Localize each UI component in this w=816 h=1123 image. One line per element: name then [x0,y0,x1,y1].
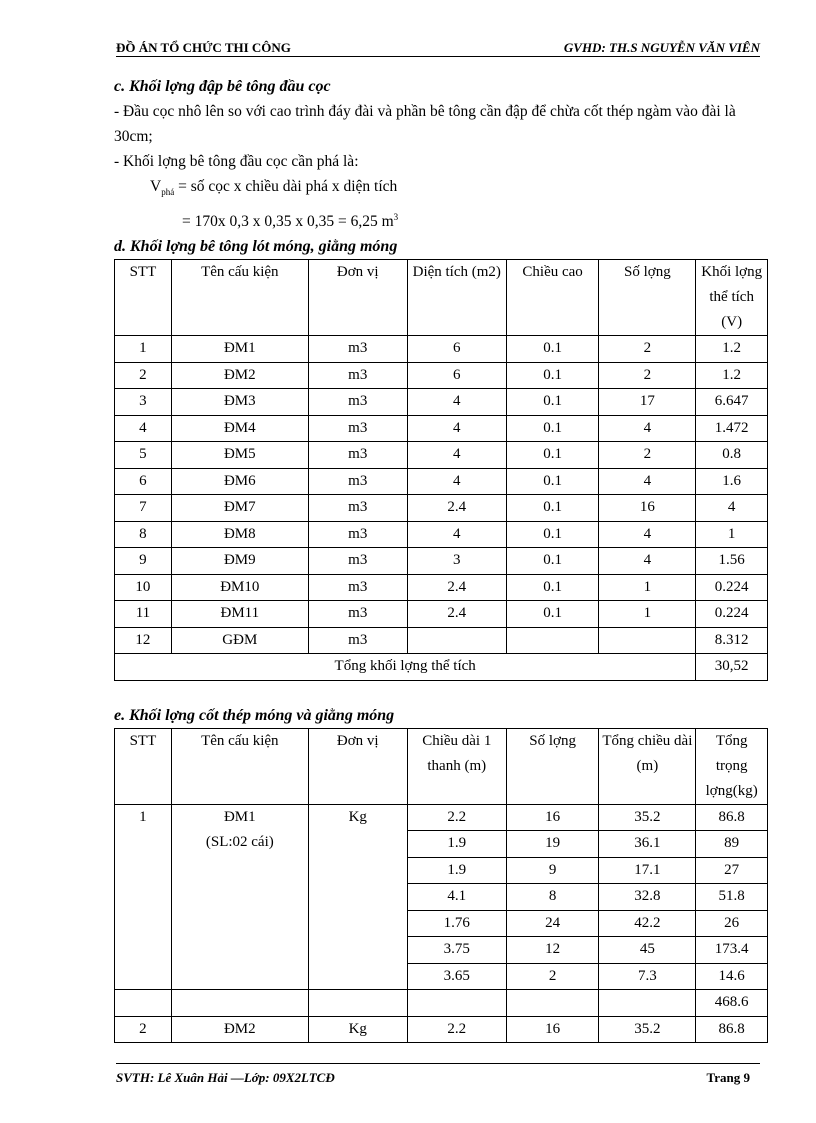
page-number: Trang 9 [706,1070,750,1085]
table-cell: 10 [115,574,172,601]
table-cell: ĐM7 [171,495,308,522]
table-cell: 16 [506,1016,599,1043]
table-cell: 19 [506,831,599,858]
formula-rest: = số cọc x chiều dài phá x diện tích [174,178,398,195]
table-cell: 2 [115,362,172,389]
table-cell: 1.472 [696,415,768,442]
table-cell: 4 [696,495,768,522]
table-cell: 4 [599,468,696,495]
table-cell: 16 [599,495,696,522]
column-header: Chiều cao [506,260,599,336]
component-name: ĐM1 [223,808,256,825]
column-header: Số lợng [599,260,696,336]
table-cell: 0.8 [696,442,768,469]
table-cell: 1 [696,521,768,548]
empty-cell [115,990,172,1017]
table-cell: 0.1 [506,362,599,389]
table-cell: 4 [407,415,506,442]
table-cell: 2.4 [407,574,506,601]
empty-cell [407,990,506,1017]
table-cell: 3 [115,389,172,416]
table-cell: 27 [696,857,768,884]
column-header: Chiều dài 1 thanh (m) [407,728,506,804]
table-cell: 3 [407,548,506,575]
table-cell: 4 [407,521,506,548]
table-cell: 4 [407,389,506,416]
table-cell: 51.8 [696,884,768,911]
table-cell: 4 [599,521,696,548]
formula-v: V [150,178,162,195]
table-cell: 0.1 [506,574,599,601]
table-cell: m3 [308,468,407,495]
table-row [115,415,768,442]
table-cell: 17 [599,389,696,416]
table-cell: 24 [506,910,599,937]
column-header: Tên cấu kiện [171,728,308,804]
table-cell: ĐM8 [171,521,308,548]
table-cell: ĐM3 [171,389,308,416]
empty-cell [599,990,696,1017]
table-cell: 36.1 [599,831,696,858]
table-cell: 1 [599,574,696,601]
table-cell: 11 [115,601,172,628]
table-row [115,442,768,469]
table-cell: GĐM [171,627,308,654]
column-header: Tổng chiều dài (m) [599,728,696,804]
table-row [115,521,768,548]
footer-student: SVTH: Lê Xuân Hải —Lớp: 09X2LTCĐ [116,1070,335,1085]
table-cell: 1.6 [696,468,768,495]
component-note: (SL:02 cái) [205,834,274,851]
table-cell: 35.2 [599,804,696,831]
table-row [115,627,768,654]
table-cell: 2.2 [407,804,506,831]
table-cell: 3.65 [407,963,506,990]
table-cell: 2 [506,963,599,990]
table-cell: 6 [115,468,172,495]
table-cell: m3 [308,574,407,601]
empty-cell [308,990,407,1017]
table-row [115,468,768,495]
column-header: Khối lợng thể tích (V) [696,260,768,336]
unit-cell: Kg [308,1016,407,1043]
table-cell: 0.1 [506,601,599,628]
column-header: STT [115,260,172,336]
page-footer [116,1063,760,1086]
empty-cell [506,990,599,1017]
column-header: Đơn vị [308,728,407,804]
table-cell: m3 [308,495,407,522]
table-cell: 7.3 [599,963,696,990]
table-cell: m3 [308,389,407,416]
table-cell: 1.2 [696,336,768,363]
table-cell: 12 [115,627,172,654]
page-content [114,74,766,1043]
header-title: ĐỒ ÁN TỔ CHỨC THI CÔNG [116,40,291,55]
table-cell: 0.1 [506,389,599,416]
table-cell: 1.56 [696,548,768,575]
table-cell: 14.6 [696,963,768,990]
column-header: Số lợng [506,728,599,804]
table-cell: ĐM2 [171,362,308,389]
table-cell: 0.224 [696,574,768,601]
table-cell: 89 [696,831,768,858]
table-cell: 8.312 [696,627,768,654]
table-cell: 4 [115,415,172,442]
table-cell: 0.1 [506,442,599,469]
table-row [115,574,768,601]
table-cell: 17.1 [599,857,696,884]
table-cell: 4 [407,468,506,495]
formula [114,174,766,205]
calc-sup: 3 [393,212,399,223]
column-header: Đơn vị [308,260,407,336]
table-cell: 3.75 [407,937,506,964]
table-cell: m3 [308,601,407,628]
table-cell: m3 [308,362,407,389]
header-supervisor: GVHD: TH.S NGUYỄN VĂN VIÊN [563,40,760,55]
section-c-title: c. Khối lợng đập bê tông đầu cọc [114,78,331,95]
subtotal-row [115,990,768,1017]
table-cell: 4 [407,442,506,469]
component-cell [171,804,308,990]
table-cell: 1.9 [407,831,506,858]
table-cell: 1 [115,336,172,363]
table-cell: 1.9 [407,857,506,884]
table-cell: 2.4 [407,601,506,628]
table-cell: 7 [115,495,172,522]
table-row [115,362,768,389]
concrete-table [114,259,768,681]
empty-cell [171,990,308,1017]
table-cell: 2 [599,336,696,363]
table-cell [506,627,599,654]
formula-sub: phá [161,187,175,198]
column-header: Tổng trọng lợng(kg) [696,728,768,804]
section-d-title: d. Khối lợng bê tông lót móng, giằng móng [114,238,398,256]
table-cell: 6 [407,336,506,363]
table-cell: 26 [696,910,768,937]
table-cell: 35.2 [599,1016,696,1043]
table-cell: 9 [506,857,599,884]
table-cell: m3 [308,442,407,469]
table-cell: ĐM9 [171,548,308,575]
table-row [115,495,768,522]
table-row [115,601,768,628]
table-cell: 0.1 [506,415,599,442]
table-cell: 2.4 [407,495,506,522]
table-cell: m3 [308,627,407,654]
table-cell: 173.4 [696,937,768,964]
table-cell: 4 [599,548,696,575]
unit-cell: Kg [308,804,407,990]
component-name: ĐM2 [171,1016,308,1043]
table-cell [599,627,696,654]
table-cell: 8 [506,884,599,911]
table-cell: m3 [308,548,407,575]
table-cell: ĐM4 [171,415,308,442]
table-cell: ĐM6 [171,468,308,495]
table-cell: ĐM1 [171,336,308,363]
table-cell: 86.8 [696,804,768,831]
section-e-title: e. Khối lợng cốt thép móng và giằng móng [114,706,395,724]
table-cell: 0.224 [696,601,768,628]
table-cell: ĐM11 [171,601,308,628]
total-label: Tổng khối lợng thể tích [115,654,696,681]
table-cell: 4 [599,415,696,442]
section-c-line1: - Đầu cọc nhô lên so với cao trình đáy đài và phần bê tông cần đập để chừa cốt thép ngàm vào đài là 30cm; [114,103,736,145]
column-header: Tên cấu kiện [171,260,308,336]
table-cell [407,627,506,654]
table-cell: ĐM5 [171,442,308,469]
table-cell: 4.1 [407,884,506,911]
stt-cell: 1 [115,804,172,990]
table-cell: 42.2 [599,910,696,937]
calc-text: = 170x 0,3 x 0,35 x 0,35 = 6,25 m [182,213,394,231]
column-header: STT [115,728,172,804]
subtotal-value: 468.6 [696,990,768,1017]
table-header-row [115,728,768,804]
table-cell: 0.1 [506,336,599,363]
table-cell: 8 [115,521,172,548]
table-cell: m3 [308,521,407,548]
table-row [115,804,768,831]
stt-cell: 2 [115,1016,172,1043]
table-cell: 32.8 [599,884,696,911]
table-cell: 1.76 [407,910,506,937]
table-cell: 0.1 [506,521,599,548]
table-cell: 1.2 [696,362,768,389]
table-header-row [115,260,768,336]
total-row [115,654,768,681]
table-cell: 5 [115,442,172,469]
table-cell: 0.1 [506,495,599,522]
table-cell: 2 [599,442,696,469]
section-c-line2: - Khối lợng bê tông đầu cọc cần phá là: [114,153,359,170]
table-row [115,336,768,363]
table-cell: 16 [506,804,599,831]
table-cell: 86.8 [696,1016,768,1043]
table-cell: 0.1 [506,468,599,495]
table-cell: 45 [599,937,696,964]
total-value: 30,52 [696,654,768,681]
table-cell: m3 [308,415,407,442]
table-cell: 2 [599,362,696,389]
table-cell: 2.2 [407,1016,506,1043]
table-cell: ĐM10 [171,574,308,601]
table-cell: 0.1 [506,548,599,575]
table-cell: 1 [599,601,696,628]
table-row [115,1016,768,1043]
table-cell: 6 [407,362,506,389]
steel-table [114,728,768,1044]
formula-calc [114,205,766,234]
table-cell: m3 [308,336,407,363]
column-header: Diện tích (m2) [407,260,506,336]
table-row [115,548,768,575]
page-header [116,40,760,57]
table-cell: 12 [506,937,599,964]
table-cell: 9 [115,548,172,575]
table-row [115,389,768,416]
table-cell: 6.647 [696,389,768,416]
